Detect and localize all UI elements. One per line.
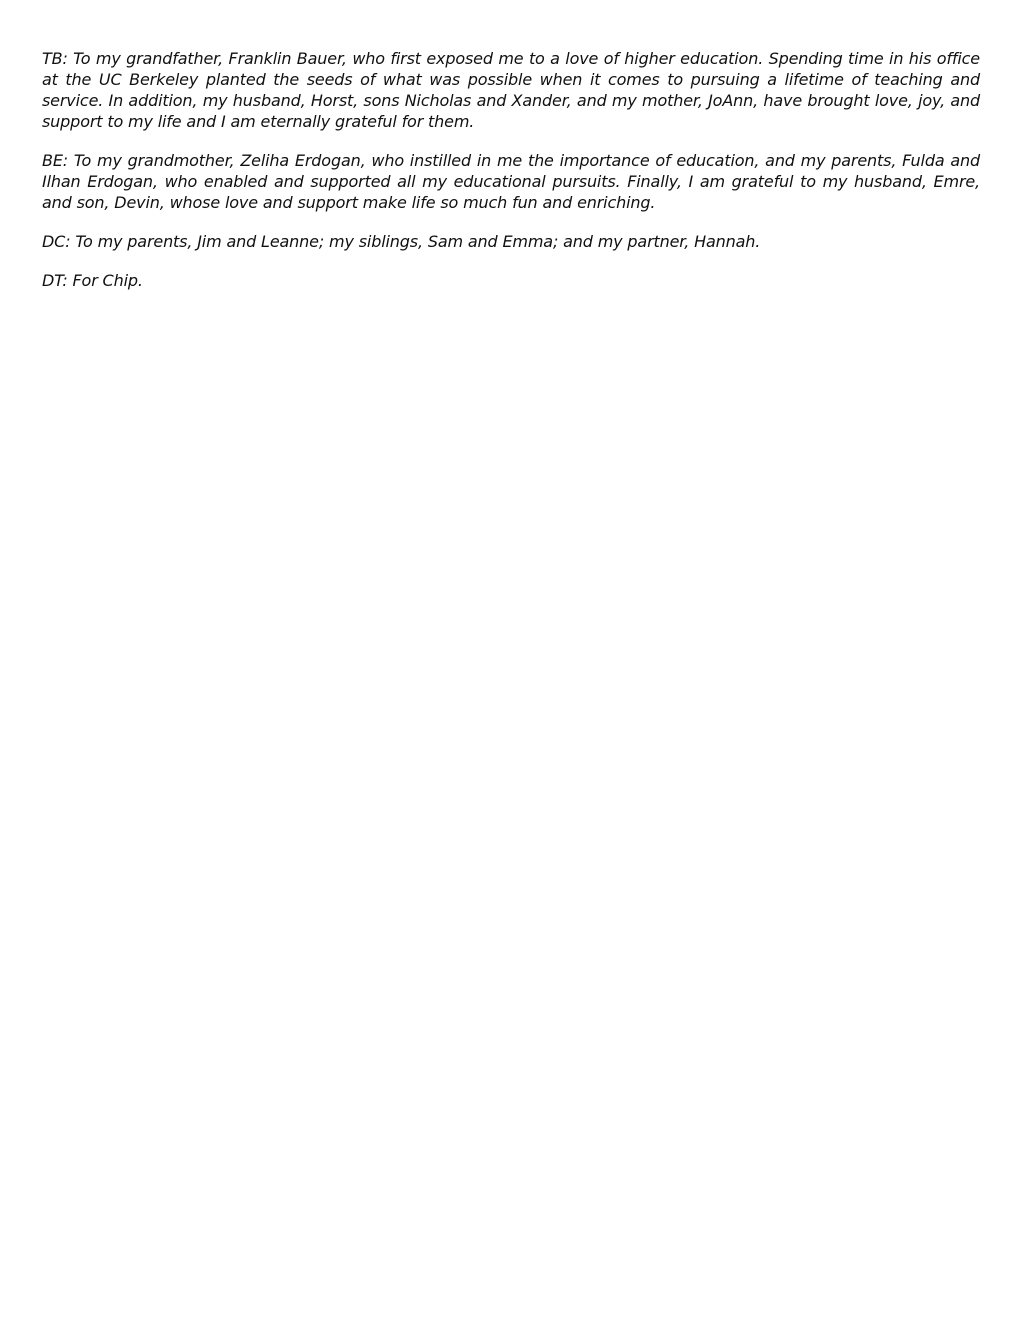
dedication-dc: DC: To my parents, Jim and Leanne; my siblings, Sam and Emma; and my partner, Hannah.	[42, 232, 761, 251]
dedication-page	[42, 48, 980, 309]
dedication-dt: DT: For Chip.	[42, 271, 143, 290]
dedication-tb: TB: To my grandfather, Franklin Bauer, who first exposed me to a love of higher education. Spending time in his office at the UC Berkeley planted the seeds of what was possible when it comes to pursuing a lifetime of teaching and service. In addition, my husband, Horst, sons Nicholas and Xander, and my mother, JoAnn, have brought love, joy, and support to my life and I am eternally grateful for them.	[42, 49, 980, 131]
dedication-be: BE: To my grandmother, Zeliha Erdogan, who instilled in me the importance of education, and my parents, Fulda and Ilhan Erdogan, who enabled and supported all my educational pursuits. Finally, I am grateful to my husband, Emre, and son, Devin, whose love and support make life so much fun and enriching.	[42, 151, 980, 212]
